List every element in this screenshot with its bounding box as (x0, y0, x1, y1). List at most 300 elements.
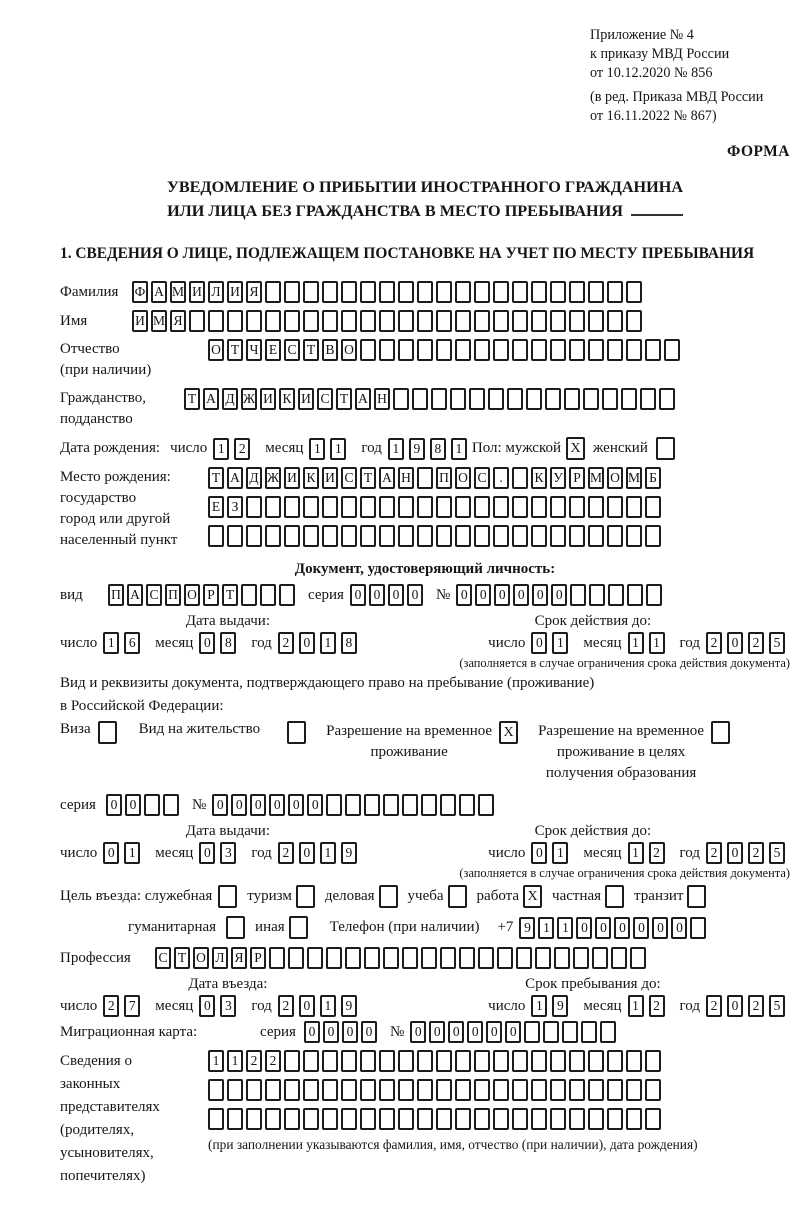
char-cell[interactable]: Я (231, 947, 247, 969)
char-cell[interactable] (455, 281, 471, 303)
char-cell[interactable] (588, 339, 604, 361)
char-cell[interactable]: Ж (265, 467, 281, 489)
char-cell[interactable] (524, 1021, 540, 1043)
char-cell[interactable]: 2 (278, 842, 294, 864)
char-cell[interactable] (436, 310, 452, 332)
char-cell[interactable] (493, 339, 509, 361)
char-cell[interactable] (588, 1079, 604, 1101)
char-cell[interactable]: 1 (552, 842, 568, 864)
char-cell[interactable]: 3 (220, 842, 236, 864)
char-cell[interactable] (455, 1108, 471, 1130)
char-cell[interactable] (493, 1108, 509, 1130)
char-cell[interactable]: 0 (456, 584, 472, 606)
char-cell[interactable] (241, 584, 257, 606)
char-cell[interactable]: К (531, 467, 547, 489)
char-cell[interactable] (341, 1108, 357, 1130)
char-cell[interactable]: 6 (124, 632, 140, 654)
char-cell[interactable]: 0 (410, 1021, 426, 1043)
char-cell[interactable]: 0 (361, 1021, 377, 1043)
char-cell[interactable]: Я (170, 310, 186, 332)
char-cell[interactable] (455, 1050, 471, 1072)
char-cell[interactable] (208, 310, 224, 332)
char-cell[interactable] (474, 310, 490, 332)
char-cell[interactable]: 1 (628, 995, 644, 1017)
char-cell[interactable]: 0 (342, 1021, 358, 1043)
char-cell[interactable] (379, 339, 395, 361)
char-cell[interactable] (265, 1108, 281, 1130)
char-cell[interactable]: З (227, 496, 243, 518)
char-cell[interactable]: 0 (299, 995, 315, 1017)
char-cell[interactable] (611, 947, 627, 969)
char-cell[interactable] (398, 525, 414, 547)
char-cell[interactable] (588, 281, 604, 303)
char-cell[interactable]: В (322, 339, 338, 361)
char-cell[interactable] (543, 1021, 559, 1043)
char-cell[interactable] (265, 281, 281, 303)
char-cell[interactable] (246, 496, 262, 518)
char-cell[interactable] (645, 1108, 661, 1130)
char-cell[interactable]: 0 (595, 917, 611, 939)
char-cell[interactable] (493, 1050, 509, 1072)
char-cell[interactable]: 1 (552, 632, 568, 654)
char-cell[interactable] (646, 584, 662, 606)
char-cell[interactable] (607, 339, 623, 361)
checkbox-tourism[interactable] (296, 885, 315, 908)
char-cell[interactable]: 1 (531, 995, 547, 1017)
char-cell[interactable]: 7 (124, 995, 140, 1017)
char-cell[interactable]: П (165, 584, 181, 606)
char-cell[interactable]: 1 (320, 842, 336, 864)
char-cell[interactable] (417, 310, 433, 332)
char-cell[interactable] (436, 1050, 452, 1072)
char-cell[interactable] (322, 281, 338, 303)
char-cell[interactable] (303, 281, 319, 303)
char-cell[interactable] (588, 1108, 604, 1130)
char-cell[interactable] (303, 496, 319, 518)
char-cell[interactable]: 0 (125, 794, 141, 816)
char-cell[interactable] (690, 917, 706, 939)
char-cell[interactable]: 2 (706, 632, 722, 654)
char-cell[interactable] (345, 794, 361, 816)
char-cell[interactable] (421, 794, 437, 816)
char-cell[interactable]: 5 (769, 995, 785, 1017)
char-cell[interactable] (588, 310, 604, 332)
char-cell[interactable] (144, 794, 160, 816)
char-cell[interactable]: 1 (649, 632, 665, 654)
char-cell[interactable] (421, 947, 437, 969)
char-cell[interactable] (360, 1050, 376, 1072)
char-cell[interactable] (607, 1108, 623, 1130)
char-cell[interactable]: С (284, 339, 300, 361)
char-cell[interactable] (208, 1108, 224, 1130)
char-cell[interactable]: Р (569, 467, 585, 489)
char-cell[interactable] (600, 1021, 616, 1043)
char-cell[interactable]: 0 (505, 1021, 521, 1043)
char-cell[interactable]: С (317, 388, 333, 410)
char-cell[interactable] (417, 1050, 433, 1072)
char-cell[interactable] (436, 281, 452, 303)
char-cell[interactable] (493, 496, 509, 518)
char-cell[interactable] (383, 794, 399, 816)
char-cell[interactable]: Ж (241, 388, 257, 410)
char-cell[interactable]: 2 (748, 995, 764, 1017)
char-cell[interactable] (379, 525, 395, 547)
char-cell[interactable]: А (127, 584, 143, 606)
char-cell[interactable] (459, 794, 475, 816)
char-cell[interactable]: 1 (557, 917, 573, 939)
char-cell[interactable]: 0 (467, 1021, 483, 1043)
char-cell[interactable] (469, 388, 485, 410)
char-cell[interactable] (417, 467, 433, 489)
char-cell[interactable]: 0 (299, 632, 315, 654)
char-cell[interactable] (516, 947, 532, 969)
char-cell[interactable]: М (626, 467, 642, 489)
char-cell[interactable] (436, 1108, 452, 1130)
char-cell[interactable]: 1 (320, 995, 336, 1017)
char-cell[interactable]: К (303, 467, 319, 489)
char-cell[interactable] (303, 1079, 319, 1101)
char-cell[interactable]: Ч (246, 339, 262, 361)
char-cell[interactable]: 0 (304, 1021, 320, 1043)
char-cell[interactable] (163, 794, 179, 816)
char-cell[interactable] (322, 1108, 338, 1130)
char-cell[interactable]: 0 (407, 584, 423, 606)
char-cell[interactable] (341, 1079, 357, 1101)
char-cell[interactable]: Т (336, 388, 352, 410)
char-cell[interactable] (402, 947, 418, 969)
char-cell[interactable] (322, 1079, 338, 1101)
char-cell[interactable]: М (588, 467, 604, 489)
char-cell[interactable]: 0 (671, 917, 687, 939)
char-cell[interactable] (531, 1108, 547, 1130)
char-cell[interactable]: 0 (429, 1021, 445, 1043)
char-cell[interactable] (379, 1050, 395, 1072)
char-cell[interactable] (360, 496, 376, 518)
char-cell[interactable] (208, 1079, 224, 1101)
char-cell[interactable] (512, 525, 528, 547)
char-cell[interactable] (326, 947, 342, 969)
char-cell[interactable] (493, 310, 509, 332)
char-cell[interactable]: 5 (769, 632, 785, 654)
char-cell[interactable] (436, 525, 452, 547)
char-cell[interactable]: 0 (727, 995, 743, 1017)
char-cell[interactable] (360, 1079, 376, 1101)
char-cell[interactable]: 2 (103, 995, 119, 1017)
char-cell[interactable]: 1 (320, 632, 336, 654)
char-cell[interactable] (569, 525, 585, 547)
char-cell[interactable]: Т (222, 584, 238, 606)
char-cell[interactable] (284, 310, 300, 332)
char-cell[interactable] (512, 281, 528, 303)
char-cell[interactable]: 3 (220, 995, 236, 1017)
char-cell[interactable]: М (151, 310, 167, 332)
char-cell[interactable] (360, 525, 376, 547)
char-cell[interactable] (535, 947, 551, 969)
char-cell[interactable] (626, 1079, 642, 1101)
char-cell[interactable] (284, 496, 300, 518)
char-cell[interactable] (379, 496, 395, 518)
char-cell[interactable] (478, 947, 494, 969)
char-cell[interactable] (455, 310, 471, 332)
char-cell[interactable] (607, 281, 623, 303)
char-cell[interactable]: 0 (299, 842, 315, 864)
char-cell[interactable] (440, 794, 456, 816)
char-cell[interactable]: Т (303, 339, 319, 361)
char-cell[interactable] (341, 281, 357, 303)
char-cell[interactable]: Е (265, 339, 281, 361)
char-cell[interactable] (526, 388, 542, 410)
char-cell[interactable]: 1 (451, 438, 467, 460)
char-cell[interactable]: 9 (341, 995, 357, 1017)
char-cell[interactable]: О (193, 947, 209, 969)
char-cell[interactable] (583, 388, 599, 410)
char-cell[interactable]: 2 (649, 995, 665, 1017)
female-checkbox[interactable] (656, 437, 675, 460)
char-cell[interactable]: 2 (246, 1050, 262, 1072)
char-cell[interactable] (398, 496, 414, 518)
char-cell[interactable] (341, 496, 357, 518)
char-cell[interactable]: 0 (103, 842, 119, 864)
char-cell[interactable] (379, 310, 395, 332)
char-cell[interactable] (626, 525, 642, 547)
char-cell[interactable]: 5 (769, 842, 785, 864)
char-cell[interactable] (512, 339, 528, 361)
char-cell[interactable] (326, 794, 342, 816)
char-cell[interactable] (383, 947, 399, 969)
char-cell[interactable] (645, 339, 661, 361)
char-cell[interactable]: 8 (430, 438, 446, 460)
char-cell[interactable] (630, 947, 646, 969)
char-cell[interactable] (284, 525, 300, 547)
char-cell[interactable]: 2 (278, 632, 294, 654)
char-cell[interactable] (284, 1079, 300, 1101)
char-cell[interactable] (588, 1050, 604, 1072)
char-cell[interactable]: Т (360, 467, 376, 489)
char-cell[interactable]: 0 (614, 917, 630, 939)
char-cell[interactable] (474, 1050, 490, 1072)
char-cell[interactable] (573, 947, 589, 969)
char-cell[interactable]: С (341, 467, 357, 489)
char-cell[interactable]: 1 (213, 438, 229, 460)
char-cell[interactable] (493, 1079, 509, 1101)
char-cell[interactable]: К (279, 388, 295, 410)
char-cell[interactable] (550, 281, 566, 303)
char-cell[interactable]: Я (246, 281, 262, 303)
checkbox-private[interactable] (605, 885, 624, 908)
checkbox-work[interactable]: X (523, 885, 542, 908)
temp-residence-edu-checkbox[interactable] (711, 721, 730, 744)
char-cell[interactable]: 2 (706, 995, 722, 1017)
char-cell[interactable] (417, 339, 433, 361)
char-cell[interactable] (531, 496, 547, 518)
checkbox-business[interactable] (379, 885, 398, 908)
char-cell[interactable] (288, 947, 304, 969)
char-cell[interactable] (279, 584, 295, 606)
char-cell[interactable] (545, 388, 561, 410)
char-cell[interactable]: М (170, 281, 186, 303)
char-cell[interactable]: 1 (124, 842, 140, 864)
char-cell[interactable] (607, 1079, 623, 1101)
char-cell[interactable]: 9 (552, 995, 568, 1017)
char-cell[interactable]: Е (208, 496, 224, 518)
char-cell[interactable]: 8 (341, 632, 357, 654)
char-cell[interactable]: 1 (388, 438, 404, 460)
char-cell[interactable] (550, 310, 566, 332)
char-cell[interactable] (393, 388, 409, 410)
char-cell[interactable] (227, 1079, 243, 1101)
char-cell[interactable] (569, 496, 585, 518)
char-cell[interactable]: С (155, 947, 171, 969)
char-cell[interactable] (554, 947, 570, 969)
char-cell[interactable] (626, 496, 642, 518)
char-cell[interactable] (474, 339, 490, 361)
char-cell[interactable]: 0 (633, 917, 649, 939)
char-cell[interactable] (189, 310, 205, 332)
char-cell[interactable] (645, 1079, 661, 1101)
char-cell[interactable]: П (108, 584, 124, 606)
char-cell[interactable]: 0 (106, 794, 122, 816)
char-cell[interactable] (664, 339, 680, 361)
char-cell[interactable] (417, 1108, 433, 1130)
char-cell[interactable] (474, 281, 490, 303)
char-cell[interactable]: А (355, 388, 371, 410)
char-cell[interactable]: 1 (538, 917, 554, 939)
char-cell[interactable]: 0 (199, 842, 215, 864)
checkbox-other[interactable] (289, 916, 308, 939)
char-cell[interactable]: И (298, 388, 314, 410)
char-cell[interactable]: И (227, 281, 243, 303)
char-cell[interactable] (208, 525, 224, 547)
char-cell[interactable] (227, 310, 243, 332)
char-cell[interactable] (246, 525, 262, 547)
checkbox-humanitarian[interactable] (226, 916, 245, 939)
char-cell[interactable] (284, 281, 300, 303)
char-cell[interactable] (398, 1079, 414, 1101)
char-cell[interactable] (246, 310, 262, 332)
char-cell[interactable]: 2 (265, 1050, 281, 1072)
visa-checkbox[interactable] (98, 721, 117, 744)
char-cell[interactable] (645, 525, 661, 547)
char-cell[interactable] (360, 310, 376, 332)
char-cell[interactable] (607, 310, 623, 332)
char-cell[interactable] (455, 339, 471, 361)
char-cell[interactable] (246, 1079, 262, 1101)
char-cell[interactable]: 0 (288, 794, 304, 816)
char-cell[interactable] (402, 794, 418, 816)
char-cell[interactable] (455, 496, 471, 518)
char-cell[interactable] (531, 339, 547, 361)
char-cell[interactable] (497, 947, 513, 969)
char-cell[interactable] (621, 388, 637, 410)
char-cell[interactable]: Р (250, 947, 266, 969)
char-cell[interactable] (607, 525, 623, 547)
char-cell[interactable] (607, 496, 623, 518)
char-cell[interactable] (474, 1079, 490, 1101)
char-cell[interactable] (265, 496, 281, 518)
char-cell[interactable]: 0 (727, 842, 743, 864)
char-cell[interactable] (417, 496, 433, 518)
char-cell[interactable] (478, 794, 494, 816)
char-cell[interactable]: Д (246, 467, 262, 489)
char-cell[interactable] (459, 947, 475, 969)
char-cell[interactable]: 0 (652, 917, 668, 939)
char-cell[interactable] (645, 1050, 661, 1072)
char-cell[interactable] (608, 584, 624, 606)
char-cell[interactable] (581, 1021, 597, 1043)
char-cell[interactable] (569, 281, 585, 303)
char-cell[interactable]: Д (222, 388, 238, 410)
char-cell[interactable] (322, 310, 338, 332)
char-cell[interactable] (507, 388, 523, 410)
char-cell[interactable]: А (227, 467, 243, 489)
char-cell[interactable] (569, 1079, 585, 1101)
char-cell[interactable] (417, 281, 433, 303)
checkbox-official[interactable] (218, 885, 237, 908)
char-cell[interactable]: О (455, 467, 471, 489)
char-cell[interactable]: 0 (307, 794, 323, 816)
char-cell[interactable] (345, 947, 361, 969)
char-cell[interactable]: 0 (199, 995, 215, 1017)
char-cell[interactable] (531, 525, 547, 547)
residence-permit-checkbox[interactable] (287, 721, 306, 744)
char-cell[interactable] (550, 1079, 566, 1101)
char-cell[interactable]: Т (227, 339, 243, 361)
char-cell[interactable]: 0 (369, 584, 385, 606)
char-cell[interactable] (322, 525, 338, 547)
char-cell[interactable]: 9 (409, 438, 425, 460)
char-cell[interactable] (488, 388, 504, 410)
char-cell[interactable] (455, 525, 471, 547)
char-cell[interactable] (360, 339, 376, 361)
char-cell[interactable]: Т (208, 467, 224, 489)
char-cell[interactable] (284, 1108, 300, 1130)
char-cell[interactable]: 2 (748, 632, 764, 654)
char-cell[interactable] (589, 584, 605, 606)
char-cell[interactable] (607, 1050, 623, 1072)
char-cell[interactable]: И (132, 310, 148, 332)
char-cell[interactable]: Л (212, 947, 228, 969)
temp-residence-checkbox[interactable]: X (499, 721, 518, 744)
char-cell[interactable]: 1 (330, 438, 346, 460)
char-cell[interactable]: Б (645, 467, 661, 489)
char-cell[interactable] (341, 1050, 357, 1072)
char-cell[interactable] (417, 525, 433, 547)
char-cell[interactable] (627, 584, 643, 606)
char-cell[interactable] (398, 310, 414, 332)
char-cell[interactable] (360, 281, 376, 303)
char-cell[interactable] (550, 496, 566, 518)
char-cell[interactable]: Ф (132, 281, 148, 303)
char-cell[interactable] (322, 1050, 338, 1072)
char-cell[interactable] (341, 525, 357, 547)
char-cell[interactable] (398, 1050, 414, 1072)
char-cell[interactable] (307, 947, 323, 969)
char-cell[interactable] (379, 1108, 395, 1130)
char-cell[interactable]: 0 (323, 1021, 339, 1043)
char-cell[interactable]: 0 (486, 1021, 502, 1043)
char-cell[interactable] (512, 1108, 528, 1130)
char-cell[interactable] (341, 310, 357, 332)
char-cell[interactable]: 0 (494, 584, 510, 606)
char-cell[interactable]: Н (398, 467, 414, 489)
char-cell[interactable] (626, 281, 642, 303)
checkbox-transit[interactable] (687, 885, 706, 908)
char-cell[interactable] (550, 339, 566, 361)
male-checkbox[interactable]: X (566, 437, 585, 460)
char-cell[interactable] (512, 1050, 528, 1072)
char-cell[interactable] (398, 281, 414, 303)
char-cell[interactable]: И (322, 467, 338, 489)
